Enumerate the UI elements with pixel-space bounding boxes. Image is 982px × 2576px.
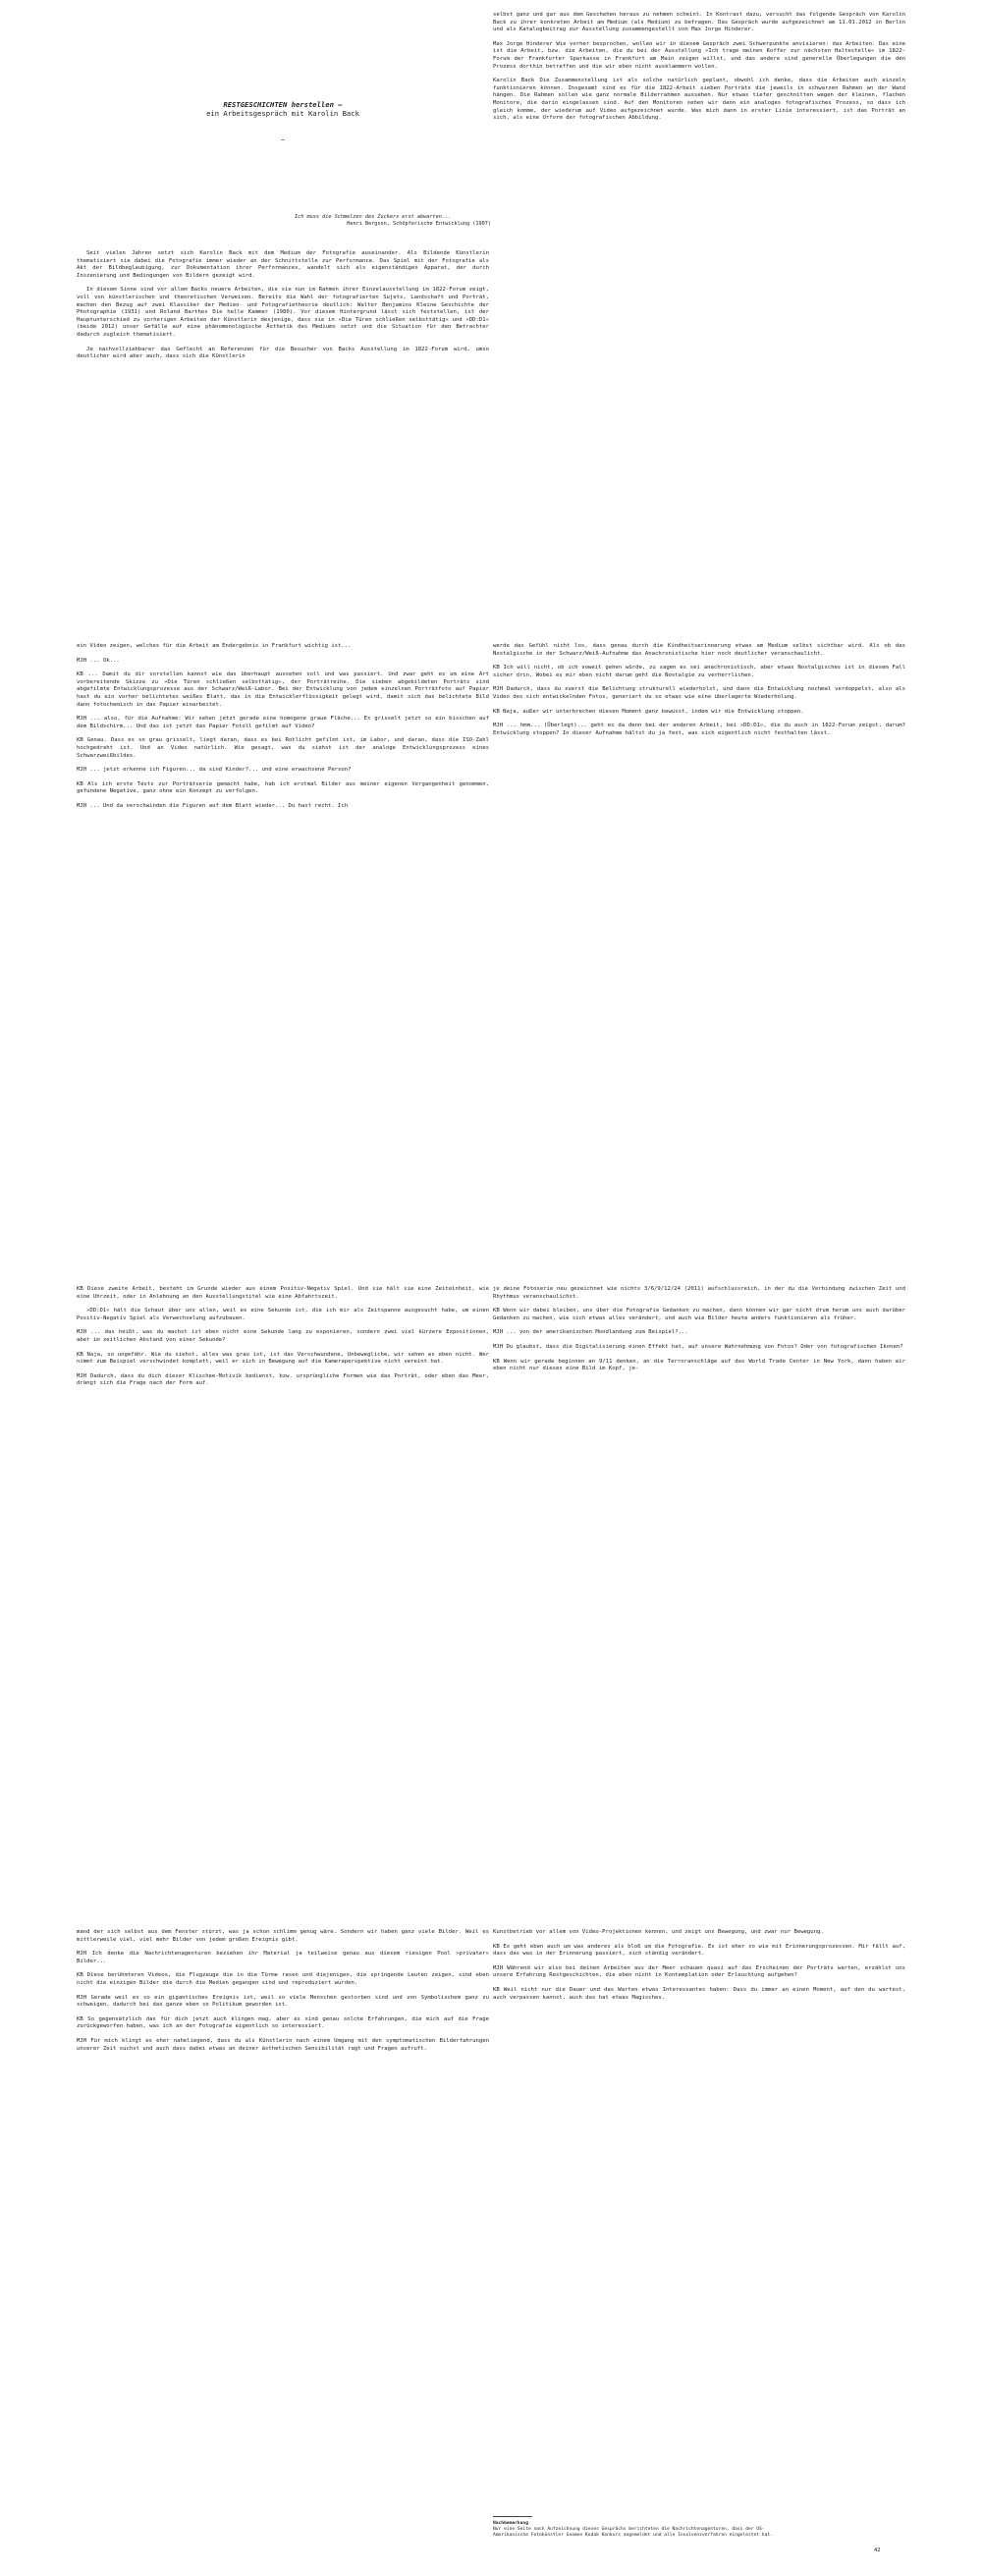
paragraph: KB Ich will nicht, ob ich soweit gehen würde, zu sagen es sei anachronistisch, aber etwas Nostalgisches ist in diesem Fall sicher drin. Wobei es mir eben nicht darum geht die Nostalgie zu verherrlichen. xyxy=(493,665,905,678)
page-1 xyxy=(0,0,982,412)
title-main: RESTGESCHICHTEN herstellen – xyxy=(223,100,343,109)
paragraph: werde das Gefühl nicht los, dass genau durch die Kindheitserinnerung etwas am Medium selbst sichtbar wird. Als ob das Nostalgische in der Schwarz/Weiß-Aufnahme das Anachronistische hier noch deutlicher veranschaulicht. xyxy=(493,643,905,657)
paragraph: »DD:D1« hält die Schaut über uns allen, weil es eine Sekunde ist, die ich mir als Zeitspanne ausgesucht habe, um einen Positiv-Negativ Spiel als Verwechselung aufzubauen. xyxy=(77,1308,489,1321)
paragraph: MJH ... das heißt, was du machst ist eben nicht eine Sekunde lang zu exponieren, sondern zwei viel kürzere Expositionen, aber im zeitlichen Abstand von einer Sekunde? xyxy=(77,1329,489,1343)
paragraph: selbst ganz und gar aus dem Geschehen heraus zu nehmen scheint. In Kontrast dazu, versucht das folgende Gespräch von Karolin Back zu ihrer konkreten Arbeit am Medium (als Medium) zu befragen. Das Gespräch wurde aufgezeichnet am 11.01.2012 in Berlin und als Katalogbeitrag zur Ausstellung zusammengestellt von Max Jorge Hinderer. xyxy=(493,12,905,33)
page1-right-column xyxy=(493,12,905,130)
footnote-text: Nur eine Seite nach Aufzeichnung dieses Gesprächs berichteten die Nachrichtenagenturen, dass der US-Amerikanische Fotokünstler Seamen Kodak Konkurs angemeldet und alle Insolvenzverfahren eingeleitet hat. xyxy=(493,2527,773,2538)
paragraph: Karolin Back Die Zusammenstellung ist als solche natürlich geplant, obwohl ich denke, dass die Arbeiten auch einzeln funktionieren können. Insgesamt sind es für die 1822-Arbeit sieben Porträts die jeweils in schwarzen Rahmen an der Wand hängen. Die Rahmen sollen wie ganz normale Bilderrahmen aussehen. Nur etwas tiefer geschnitten wegen der kleinen, flachen Monitore, die darin eingelassen sind. Auf den Monitoren sehen wir dann ein analoges fotografisches Prozess, so dass ich gleich komme, der wiederum auf Video aufgezeichnet wurde. Was mich dann in erster Linie interessiert, ist das Porträt an sich, als eine Urform der fotografischen Abbildung. xyxy=(493,78,905,122)
paragraph: MJH Gerade weil es so ein gigantisches Ereignis ist, weil so viele Menschen gestorben sind und von Symbolischem ganz zu schweigen, dadurch bei das ganze eben so Politikum geworden ist. xyxy=(77,1994,489,2009)
paragraph: MJH ... Ok... xyxy=(77,657,120,664)
paragraph: KB Diese berühmteren Videos, die Flugzeuge die in die Türme rasen und diejenigen, die springende Leuten zeigen, sind eben nicht die einzigen Bilder die durch die Medien gegangen sind und reproduziert wurden. xyxy=(77,1972,489,1986)
paragraph: Max Jorge Hinderer Wie vorher besprochen, wollen wir in diesem Gespräch zwei Schwerpunkte anvisieren: das Arbeiten. Das eine ist die Arbeit, bzw. die Arbeiten, die du bei der Ausstellung »Ich trage meinen Koffer zur nächsten Haltestelle« im 1822-Forum der Frankfurter Sparkasse in Frankfurt am Main zeigen willst, und das andere sind generelle Überlegungen die den Prozess dorthin betreffen und die wir eben nicht ausklammern wollen. xyxy=(493,40,905,70)
page-3 xyxy=(0,1286,982,1797)
paragraph: KB Weil nicht nur die Dauer und das Warten etwas Interessantes haben: Dass du immer an einen Moment, auf den du wartest, auch verpassen kannst, auch das hat etwas Magisches. xyxy=(493,1986,905,2001)
page4-right-column xyxy=(493,1929,905,2009)
paragraph: MJH ... Und da verschwinden die Figuren auf dem Blatt wieder... Du hast recht. Ich xyxy=(77,802,349,809)
paragraph: MJH Für mich klingt es eher naheliegend, dass du als Künstlerin nach einem Umgang mit den symptomatischen Bilderfahrungen unserer Zeit suchst und auch dass dabei etwas an deiner ästhetischen Sensibilität ragt und Fragen aufruft. xyxy=(77,2037,489,2052)
footnote xyxy=(493,2521,788,2539)
paragraph: MJH Du glaubst, dass die Digitalisierung einen Effekt hat, auf unsere Wahrnehmung von Fotos? Oder von fotografischen Ikonen? xyxy=(493,1343,903,1350)
page-number: 42 xyxy=(874,2548,881,2553)
paragraph: MJH Ich denke die Nachrichtenagenturen beziehen ihr Material ja teilweise genau aus diesem riesigen Pool »privater« Bilder... xyxy=(77,1951,489,1964)
paragraph: KB Naja, außer wir unterbrechen diesen Moment ganz bewusst, indem wir die Entwicklung stoppen. xyxy=(493,708,804,715)
epigraph-quote: Ich muss die Schmelzen des Zuckers erst abwarten... xyxy=(295,214,452,220)
title-dash: – xyxy=(280,135,286,143)
page-2 xyxy=(0,643,982,1154)
paragraph: MJH Während wir also bei deinen Arbeiten aus der Meer schauen quasi auf das Erscheinen der Porträts warten, erzählst uns unsere Erfahrung Restgeschichten, die eben nicht in Kontemplation oder Erleuchtung aufgehen? xyxy=(493,1964,905,1979)
paragraph: MJH Dadurch, dass du dich dieser Klischee-Motivik bedienst, bzw. ursprüngliche Formen wie das Porträt, oder eben das Meer, drängt sich die Frage nach der Form auf. xyxy=(77,1372,489,1387)
paragraph: mand der sich selbst aus dem Fenster stürzt, was ja schon schlimm genug wäre. Sondern wir haben ganz viele Bilder. Weil es mittlerweile viel, viel mehr Bilder von jedem großen Ereignis gibt. xyxy=(77,1929,489,1943)
paragraph: KB Wenn wir dabei bleiben, uns über die Fotografie Gedanken zu machen, dann können wir gar nicht drum herum uns auch darüber Gedanken zu machen, wie sich etwas alles verändert, und auch wie Bilder heute anders funktionieren als früher. xyxy=(493,1308,905,1321)
epigraph xyxy=(295,214,491,227)
page1-left-column xyxy=(77,250,489,368)
footnote-rule xyxy=(493,2516,532,2517)
paragraph: je deine Fotoserie neu gezeichnet wie nichts 3/6/9/12/24 (2011) aufschlussreich, in der du die Verbindung zwischen Zeit und Rhythmus veranschaulichst. xyxy=(493,1286,905,1300)
paragraph: KB Es geht eben auch um was anderes als bloß um die Fotografie. Es ist eher so wie mit Erinnerungsprozessen. Mir fällt auf, dass das was in der Erinnerung passiert, sich ständig verändert. xyxy=(493,1943,905,1958)
footnote-label: Nachbemerkung xyxy=(493,2521,528,2526)
paragraph: MJH ... hmm... (Überlegt)... geht es da denn bei der anderen Arbeit, bei »DD:D1«, die du auch in 1822-Forum zeigst, darum? Entwicklung stoppen? In dieser Aufnahme hältst du ja fest, was sich eigentlich nicht festhalten lässt. xyxy=(493,723,905,736)
paragraph: KB Diese zweite Arbeit, besteht im Grunde wieder aus einem Positiv-Negativ Spiel. Und sie hält sie eine Zeiteinheit, wie eine Uhrzeit, oder in Anlehnung an den Ausstellungstitel wie eine Abfahrtszeit. xyxy=(77,1286,489,1300)
page-4 xyxy=(0,1929,982,2557)
paragraph: Je nachvollziehbarer das Geflecht an Referenzen für die Besucher von Backs Ausstellung im 1822-Forum wird, umso deutlicher wird aber auch, dass sich die Künstlerin xyxy=(77,346,489,360)
page3-right-column xyxy=(493,1286,905,1380)
page2-right-column xyxy=(493,643,905,744)
article-title xyxy=(77,100,489,118)
page3-left-column xyxy=(77,1286,489,1395)
paragraph: MJH ... jetzt erkenne ich Figuren... da sind Kinder?... und eine erwachsene Person? xyxy=(77,767,352,774)
paragraph: KB Wenn wir gerade beginnen an 9/11 denken, an die Terroranschläge auf das World Trade Center in New York, dann haben wir eben nicht nur dieses eine Bild im Kopf, je- xyxy=(493,1358,905,1372)
epigraph-source: Henri Bergson, Schöpferische Entwicklung (1907) xyxy=(347,220,491,227)
paragraph: KB Genau. Dass es so grau grisselt, liegt daran, dass es bei Rotlicht gefilmt ist, im Labor, und daran, dass die ISO-Zahl hochgedreht ist. Und an Video natürlich. Wie gesagt, was du siehst ist der analoge Entwicklungsprozess eines Schwarzweißbildes. xyxy=(77,737,489,759)
paragraph: In diesem Sinne sind vor allem Backs neuere Arbeiten, die sie nun im Rahmen ihrer Einzelausstellung im 1822-Forum zeigt, voll von künstlerischen und theoretischen Verweisen. Bereits die Wahl der fotografierten Sujets, Landschaft und Porträt, machen den Bezug auf zwei Klassiker der Medien- und Fotografietheorie deutlich: Walter Benjamins Kleine Geschichte der Photographie (1931) und Roland Barthes Die helle Kammer (1980). Vor diesem Hintergrund lässt sich feststellen, ist der Hauptunterschied zu vorherigen Arbeiten der Künstlerin desjenige, dass sie in »Die Türen schließen selbsttätig« und »DD:D1« (beide 2012) unser Gefälle auf eine phänomenologische Ästhetik des Mediums setzt und die Situation für den Betrachter dadurch zugleich thematisiert. xyxy=(77,287,489,338)
paragraph: MJH Dadurch, dass du zuerst die Belichtung strukturell wiederholst, und dann die Entwicklung nochmal verdoppelst, also als Video des sich entwickelnden Fotos, generiert du so etwas wie eine überlagerte Wiederholung. xyxy=(493,686,905,700)
title-sub: ein Arbeitsgespräch mit Karolin Back xyxy=(206,109,359,119)
paragraph: KB So gegensätzlich das für dich jetzt auch klingen mag, aber es sind genau solche Erfahrungen, die mich auf die Frage zurückgeworfen haben, was ich an der Fotografie eigentlich so interessiert. xyxy=(77,2015,489,2030)
paragraph: ein Video zeigen, welches für die Arbeit am Endergebnis in Frankfurt wichtig ist... xyxy=(77,643,352,649)
paragraph: Seit vielen Jahren setzt sich Karolin Back mit dem Medium der Fotografie auseinander. Als Bildende Künstlerin thematisiert sie dabei die Fotografie immer wieder an der Schnittstelle zur Performance. Das Spiel mit der Fotografie als Akt der Bildbeglaubigung, zur Dokumentation ihrer Performances, wandelt sich als eigenständiges Apparat, der durch Inszenierung und Bedingungen von Bildern gezeigt wird. xyxy=(77,250,489,279)
paragraph: KB ... Damit du dir vorstellen kannst wie das überhaupt aussehen soll und was passiert. Und zwar geht es um eine Art vorbereitende Skizze zu »Die Türen schließen selbsttätig«, der Porträtreihe. Die sieben abgebildeten Porträts sind abgefilmte Entwicklungsprozesse aus der Schwarz/Weiß-Labor. Bei der Entwicklung von jedem einzelnen Porträtfoto auf Papier hast du ein vorher belichtetes weißes Blatt, das in die Entwicklerflüssigkeit gelegt wird, damit sich das belichtete Bild dann fotochemisch in das Papier einarbeitet. xyxy=(77,671,489,708)
paragraph: MJH ... von der amerikanischen Mondlandung zum Beispiel?... xyxy=(493,1329,688,1336)
paragraph: Kunstbetrieb vor allem von Video-Projektionen kennen, und zeigt uns Bewegung, und zwar nur Bewegung. xyxy=(493,1929,824,1935)
page2-left-column xyxy=(77,643,489,818)
paragraph: KB Als ich erste Tests zur Porträtserie gemacht habe, hab ich erstmal Bilder aus meiner eigenen Vergangenheit genommen, gefundene Negative, ganz ohne ein Konzept zu verfolgen. xyxy=(77,780,489,795)
paragraph: KB Naja, so ungefähr. Wie du siehst, alles was grau ist, ist das Verschwundene, Unbewegliche, wir sehen es eben nicht. Wer nimmt zum Beispiel verschwindet komplett, weil er sich in Bewegung auf die Kameraperspektive nicht vereint hat. xyxy=(77,1351,489,1366)
paragraph: MJH ... also, für die Aufnahme: Wir sehen jetzt gerade eine homogene graue Fläche... Es grisselt jetzt so ein bisschen auf dem Bildschirm... Und das ist jetzt das Papier Fotoll gefilmt auf Video? xyxy=(77,716,489,729)
page4-left-column xyxy=(77,1929,489,2060)
